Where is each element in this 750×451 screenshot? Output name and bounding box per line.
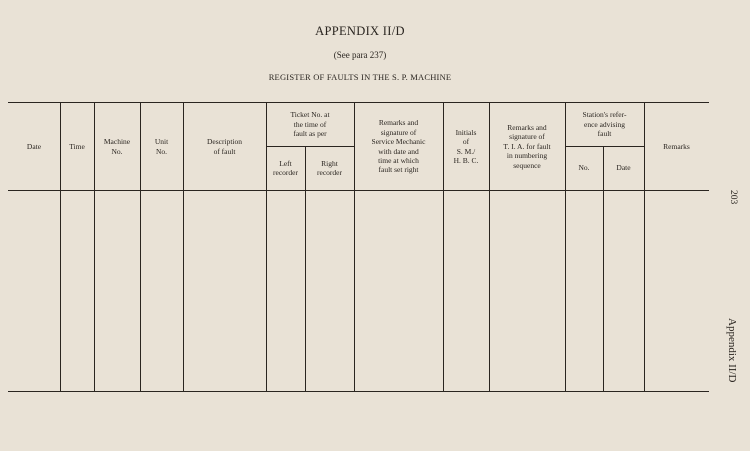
col-header-ticket-no: Ticket No. at the time of fault as per <box>290 110 330 139</box>
page-title: APPENDIX II/D <box>315 24 405 38</box>
col-header-station-date: Date <box>616 163 631 173</box>
header-bottom-rule <box>8 190 709 191</box>
para-reference: (See para 237) <box>333 50 387 60</box>
fault-register-table <box>8 102 709 392</box>
col-header-station-reference: Station's refer- ence advising fault <box>582 110 627 139</box>
col-header-time: Time <box>69 141 85 151</box>
col-header-date: Date <box>26 141 42 151</box>
page-number: 203 <box>728 190 738 205</box>
running-title: Appendix II/D <box>726 318 738 383</box>
col-header-tia-remarks: Remarks and signature of T. I. A. for fault in numbering sequence <box>503 123 551 170</box>
col-header-unit-no: Unit No. <box>154 137 169 156</box>
col-header-service-remarks: Remarks and signature of Service Mechanic with date and time at which fault set right <box>371 118 426 175</box>
register-title: REGISTER OF FAULTS IN THE S. P. MACHINE <box>268 72 452 82</box>
col-header-station-no: No. <box>578 163 590 173</box>
col-header-initials: Initials of S. M./ H. B. C. <box>453 127 479 165</box>
col-header-remarks: Remarks <box>663 141 690 151</box>
col-header-description: Description of fault <box>207 137 242 156</box>
col-header-left-recorder: Left recorder <box>273 158 298 177</box>
col-header-machine-no: Machine No. <box>103 137 131 156</box>
col-header-right-recorder: Right recorder <box>317 158 342 177</box>
